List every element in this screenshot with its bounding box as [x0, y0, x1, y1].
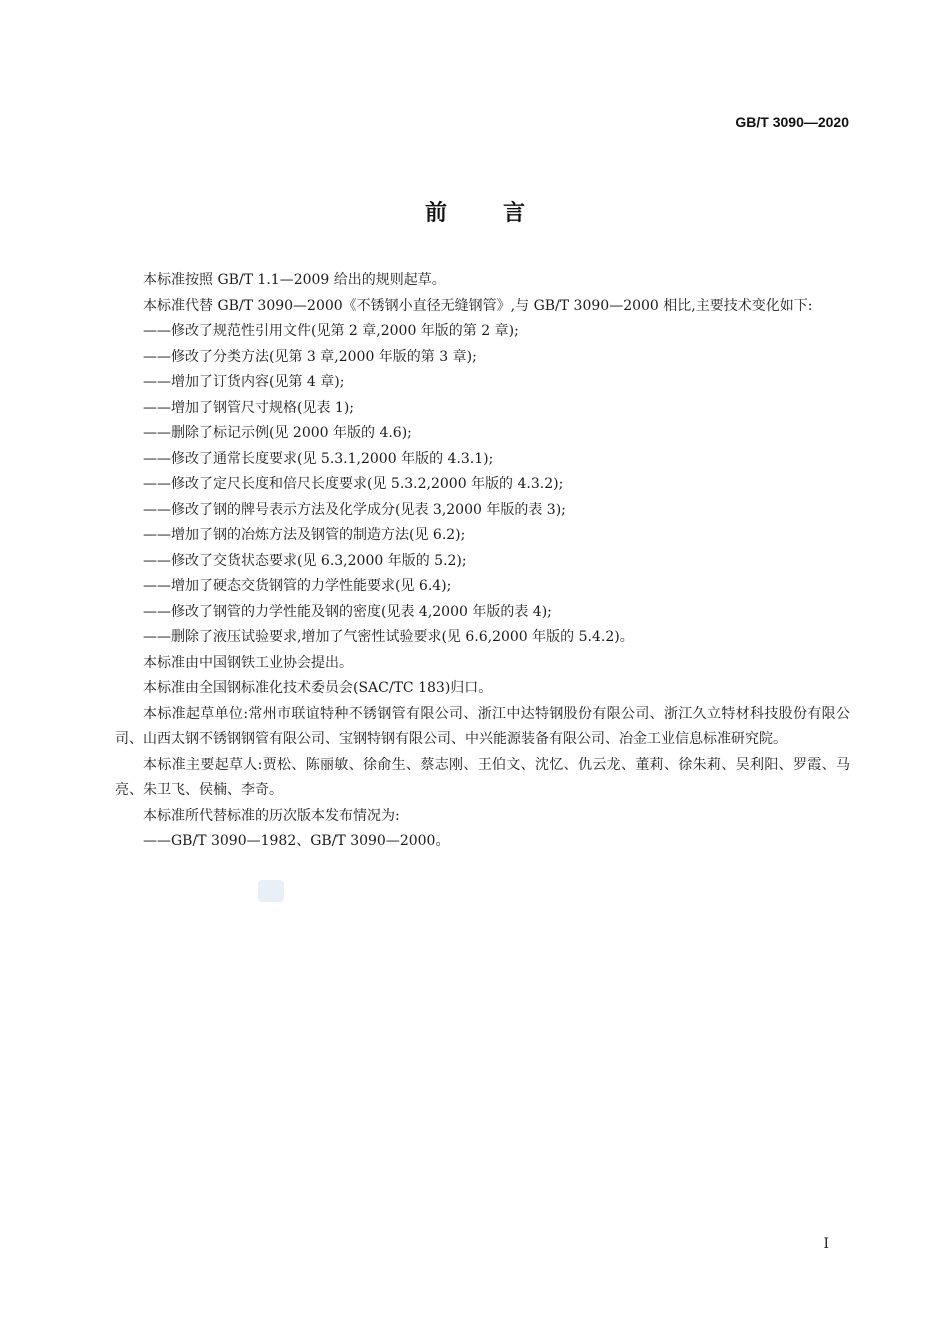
page-number: I: [823, 1236, 829, 1252]
paragraph: 本标准起草单位:常州市联谊特种不锈钢管有限公司、浙江中达特钢股份有限公司、浙江久立特材科技股份有限公司、山西太钢不锈钢钢管有限公司、宝钢特钢有限公司、中兴能源装备有限公司、冶金工业信息标准研究院。: [115, 705, 850, 747]
list-item: ——增加了钢的冶炼方法及钢管的制造方法(见 6.2);: [143, 527, 466, 543]
list-item: ——修改了钢的牌号表示方法及化学成分(见表 3,2000 年版的表 3);: [143, 501, 566, 518]
paragraph: 本标准按照 GB/T 1.1—2009 给出的规则起草。: [143, 272, 446, 288]
list-item: ——删除了液压试验要求,增加了气密性试验要求(见 6.6,2000 年版的 5.4.2)。: [143, 629, 634, 645]
document-body: [115, 268, 850, 855]
list-item: ——删除了标记示例(见 2000 年版的 4.6);: [143, 425, 412, 441]
list-item: ——增加了钢管尺寸规格(见表 1);: [143, 399, 354, 416]
paragraph: 本标准代替 GB/T 3090—2000《不锈钢小直径无缝钢管》,与 GB/T 3090—2000 相比,主要技术变化如下:: [143, 297, 813, 314]
list-item: ——修改了钢管的力学性能及钢的密度(见表 4,2000 年版的表 4);: [143, 603, 552, 620]
standard-code: GB/T 3090—2020: [735, 114, 849, 130]
paragraph: 本标准由中国钢铁工业协会提出。: [143, 654, 353, 671]
paragraph: 本标准所代替标准的历次版本发布情况为:: [143, 807, 400, 824]
list-item: ——GB/T 3090—1982、GB/T 3090—2000。: [143, 833, 450, 849]
paragraph: 本标准由全国钢标准化技术委员会(SAC/TC 183)归口。: [143, 680, 493, 696]
list-item: ——修改了定尺长度和倍尺长度要求(见 5.3.2,2000 年版的 4.3.2);: [143, 476, 564, 492]
list-item: ——修改了交货状态要求(见 6.3,2000 年版的 5.2);: [143, 552, 467, 569]
list-item: ——修改了规范性引用文件(见第 2 章,2000 年版的第 2 章);: [143, 323, 519, 339]
list-item: ——增加了硬态交货钢管的力学性能要求(见 6.4);: [143, 578, 452, 594]
watermark-logo: [258, 880, 284, 902]
page-title: 前言: [424, 201, 581, 226]
list-item: ——增加了订货内容(见第 4 章);: [143, 374, 345, 390]
paragraph: 本标准主要起草人:贾松、陈丽敏、徐俞生、蔡志刚、王伯文、沈忆、仇云龙、董莉、徐朱莉、吴利阳、罗霞、马亮、朱卫飞、侯楠、李奇。: [115, 756, 850, 798]
list-item: ——修改了分类方法(见第 3 章,2000 年版的第 3 章);: [143, 348, 477, 365]
list-item: ——修改了通常长度要求(见 5.3.1,2000 年版的 4.3.1);: [143, 450, 494, 467]
